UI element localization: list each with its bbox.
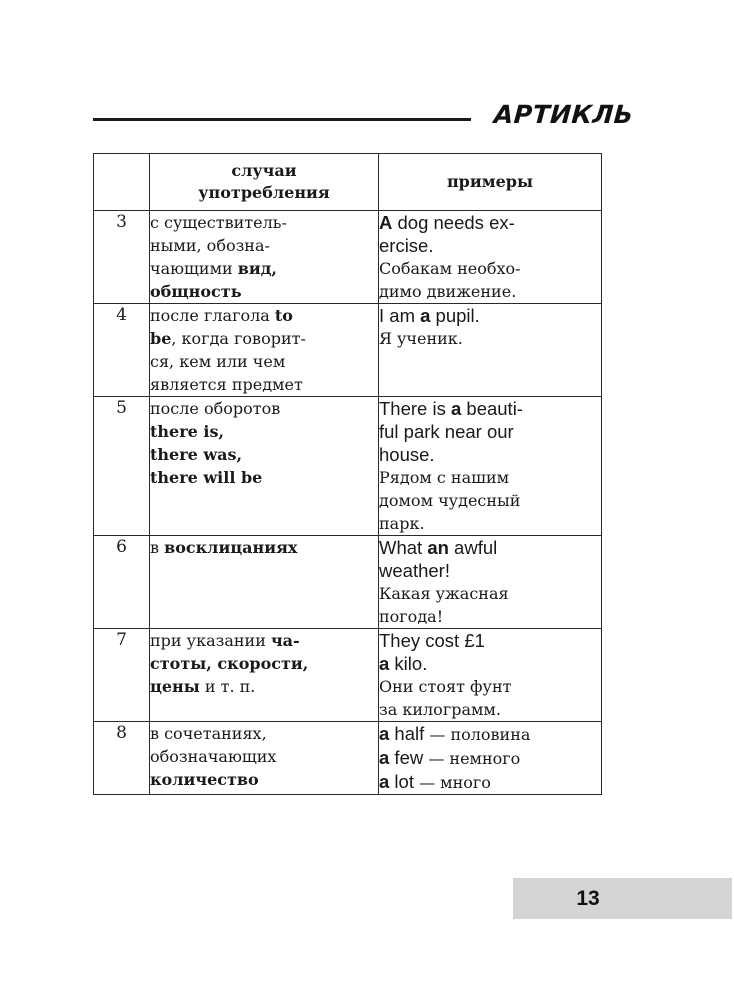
page-number: 13 [576, 887, 600, 910]
usage-text: ными, обозна- [150, 236, 270, 255]
example-text: There is [379, 398, 451, 419]
header-rule [93, 118, 471, 121]
example-text: What [379, 537, 428, 558]
row-number: 6 [94, 536, 150, 629]
example-english-line [379, 420, 601, 443]
usage-case-line [150, 466, 378, 489]
example-english-line [379, 304, 601, 327]
usage-text: , когда говорит- [171, 329, 306, 348]
usage-text: чающими [150, 259, 238, 278]
page-number-box [513, 878, 732, 919]
example-text: house. [379, 444, 435, 465]
example-russian-line [379, 257, 601, 280]
usage-case-line [150, 280, 378, 303]
usage-case-line [150, 373, 378, 396]
example-cell [379, 211, 602, 304]
usage-case-line [150, 629, 378, 652]
example-text: Я ученик. [379, 329, 463, 348]
usage-text: после оборотов [150, 399, 281, 418]
usage-case-cell [150, 211, 379, 304]
table-row [94, 722, 602, 795]
table-row [94, 211, 602, 304]
row-number: 3 [94, 211, 150, 304]
article-highlight: a [379, 723, 390, 744]
usage-text: с существитель- [150, 213, 287, 232]
article-usage-table [93, 153, 602, 795]
example-text: lot [389, 771, 414, 792]
usage-keyword: there was, [150, 445, 243, 464]
usage-case-cell [150, 536, 379, 629]
usage-keyword: there is, [150, 422, 225, 441]
example-text: — много [413, 773, 491, 792]
example-english-line [379, 443, 601, 466]
example-english-line [379, 559, 601, 582]
header-case-line: употребления [198, 183, 330, 202]
header-examples-cell: примеры [379, 154, 602, 211]
example-english-line [379, 536, 601, 559]
example-text: Собакам необхо- [379, 259, 521, 278]
example-text: beauti- [461, 398, 523, 419]
example-english-line [379, 722, 601, 746]
example-text: Рядом с нашим [379, 468, 510, 487]
example-russian-line [379, 512, 601, 535]
example-russian-line [379, 698, 601, 721]
usage-case-line [150, 397, 378, 420]
example-text: ercise. [379, 235, 434, 256]
table-row [94, 304, 602, 397]
usage-keyword: общность [150, 282, 242, 301]
section-title: АРТИКЛЬ [492, 100, 635, 129]
example-english-line [379, 770, 601, 794]
example-text: kilo. [389, 653, 428, 674]
example-text: dog needs ex- [392, 212, 515, 233]
usage-keyword: ча- [270, 631, 300, 650]
usage-keyword: стоты, скорости, [150, 654, 309, 673]
usage-case-line [150, 234, 378, 257]
header-number-cell [94, 154, 150, 211]
usage-keyword: количество [150, 770, 259, 789]
usage-case-cell [150, 722, 379, 795]
usage-case-line [150, 722, 378, 745]
usage-case-cell [150, 304, 379, 397]
example-text: парк. [379, 514, 425, 533]
usage-case-line [150, 350, 378, 373]
example-cell [379, 629, 602, 722]
example-english-line [379, 211, 601, 234]
article-highlight: a [379, 653, 390, 674]
row-number: 8 [94, 722, 150, 795]
usage-text: в [150, 538, 165, 557]
example-text: They cost £1 [379, 630, 485, 651]
example-text: ful park near our [379, 421, 514, 442]
usage-text: является предмет [150, 375, 303, 394]
example-text: few [389, 747, 424, 768]
example-english-line [379, 234, 601, 257]
example-cell [379, 304, 602, 397]
usage-keyword: восклицаниях [164, 538, 298, 557]
example-russian-line [379, 582, 601, 605]
table-header-row [94, 154, 602, 211]
example-russian-line [379, 489, 601, 512]
usage-keyword: цены [150, 677, 200, 696]
example-russian-line [379, 327, 601, 350]
example-english-line [379, 746, 601, 770]
usage-case-line [150, 675, 378, 698]
usage-text: обозначающих [150, 747, 277, 766]
usage-text: и т. п. [199, 677, 256, 696]
usage-case-line [150, 304, 378, 327]
usage-text: при указании [150, 631, 271, 650]
article-highlight: a [450, 398, 462, 419]
example-text: — половина [424, 725, 531, 744]
example-russian-line [379, 466, 601, 489]
usage-case-line [150, 420, 378, 443]
example-english-line [379, 652, 601, 675]
usage-case-line [150, 652, 378, 675]
example-text: I am [379, 305, 421, 326]
row-number: 4 [94, 304, 150, 397]
row-number: 7 [94, 629, 150, 722]
usage-keyword: to [274, 306, 293, 325]
example-text: half [389, 723, 425, 744]
usage-keyword: be [150, 329, 172, 348]
example-russian-line [379, 605, 601, 628]
usage-case-line [150, 211, 378, 234]
header-case-line: случаи [231, 161, 297, 180]
example-russian-line [379, 280, 601, 303]
article-highlight: a [379, 747, 390, 768]
example-text: димо движение. [379, 282, 517, 301]
article-highlight: an [427, 537, 449, 558]
usage-text: ся, кем или чем [150, 352, 286, 371]
usage-case-line [150, 257, 378, 280]
row-number: 5 [94, 397, 150, 536]
example-text: — немного [423, 749, 521, 768]
table-row [94, 536, 602, 629]
example-text: погода! [379, 607, 444, 626]
article-highlight: A [379, 212, 393, 233]
usage-keyword: there will be [150, 468, 263, 487]
example-english-line [379, 629, 601, 652]
article-highlight: a [420, 305, 431, 326]
usage-text: после глагола [150, 306, 275, 325]
example-text: weather! [379, 560, 450, 581]
table-row [94, 629, 602, 722]
example-text: за килограмм. [379, 700, 501, 719]
example-text: awful [448, 537, 498, 558]
example-cell [379, 722, 602, 795]
usage-keyword: вид, [237, 259, 277, 278]
example-text: Они стоят фунт [379, 677, 512, 696]
usage-case-line [150, 768, 378, 791]
example-cell [379, 536, 602, 629]
usage-case-line [150, 327, 378, 350]
usage-case-cell [150, 397, 379, 536]
example-cell [379, 397, 602, 536]
usage-case-line [150, 536, 378, 559]
example-russian-line [379, 675, 601, 698]
example-text: домом чудесный [379, 491, 521, 510]
usage-case-line [150, 443, 378, 466]
example-english-line [379, 397, 601, 420]
usage-text: в сочетаниях, [150, 724, 267, 743]
example-text: pupil. [430, 305, 480, 326]
usage-case-line [150, 745, 378, 768]
example-text: Какая ужасная [379, 584, 509, 603]
article-highlight: a [379, 771, 390, 792]
table-row [94, 397, 602, 536]
header-case-cell [150, 154, 379, 211]
usage-case-cell [150, 629, 379, 722]
